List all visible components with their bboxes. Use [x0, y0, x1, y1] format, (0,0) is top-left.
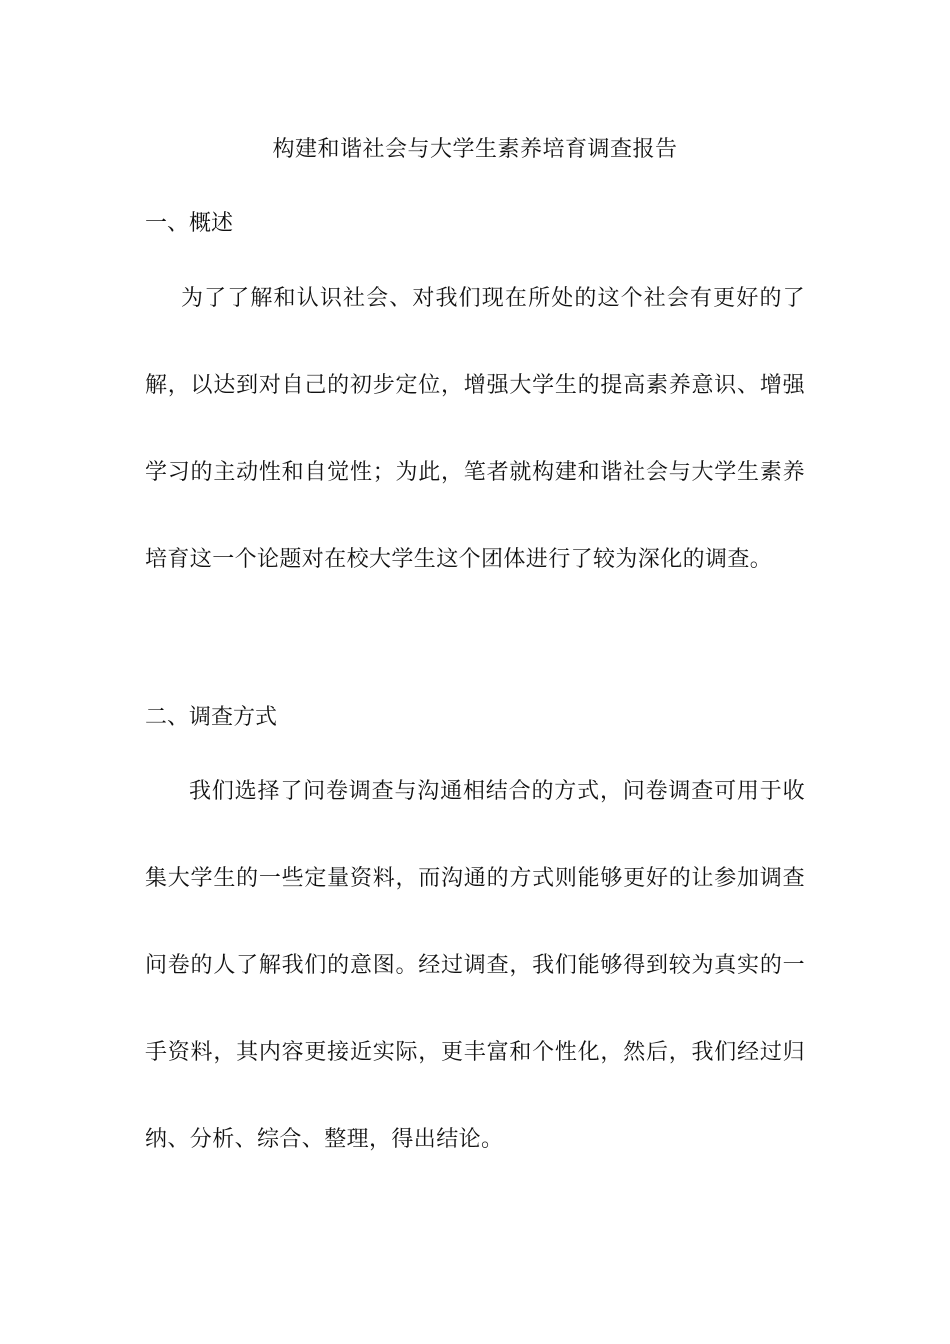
section-paragraph-overview: 为了了解和认识社会、对我们现在所处的这个社会有更好的了解，以达到对自己的初步定位，增强大学生的提高素养意识、增强学习的主动性和自觉性；为此，笔者就构建和谐社会与大学生素养培育这一个论题对在校大学生这个团体进行了较为深化的调查。 [145, 286, 805, 572]
section-heading-survey-method: 二、调查方式 [145, 705, 278, 730]
section-paragraph-survey-method: 我们选择了问卷调查与沟通相结合的方式，问卷调查可用于收集大学生的一些定量资料，而沟通的方式则能够更好的让参加调查问卷的人了解我们的意图。经过调查，我们能够得到较为真实的一手资料，其内容更接近实际，更丰富和个性化，然后，我们经过归纳、分析、综合、整理，得出结论。 [145, 779, 805, 1152]
section-heading-overview: 一、概述 [145, 211, 234, 236]
document-title: 构建和谐社会与大学生素养培育调查报告 [272, 137, 678, 162]
